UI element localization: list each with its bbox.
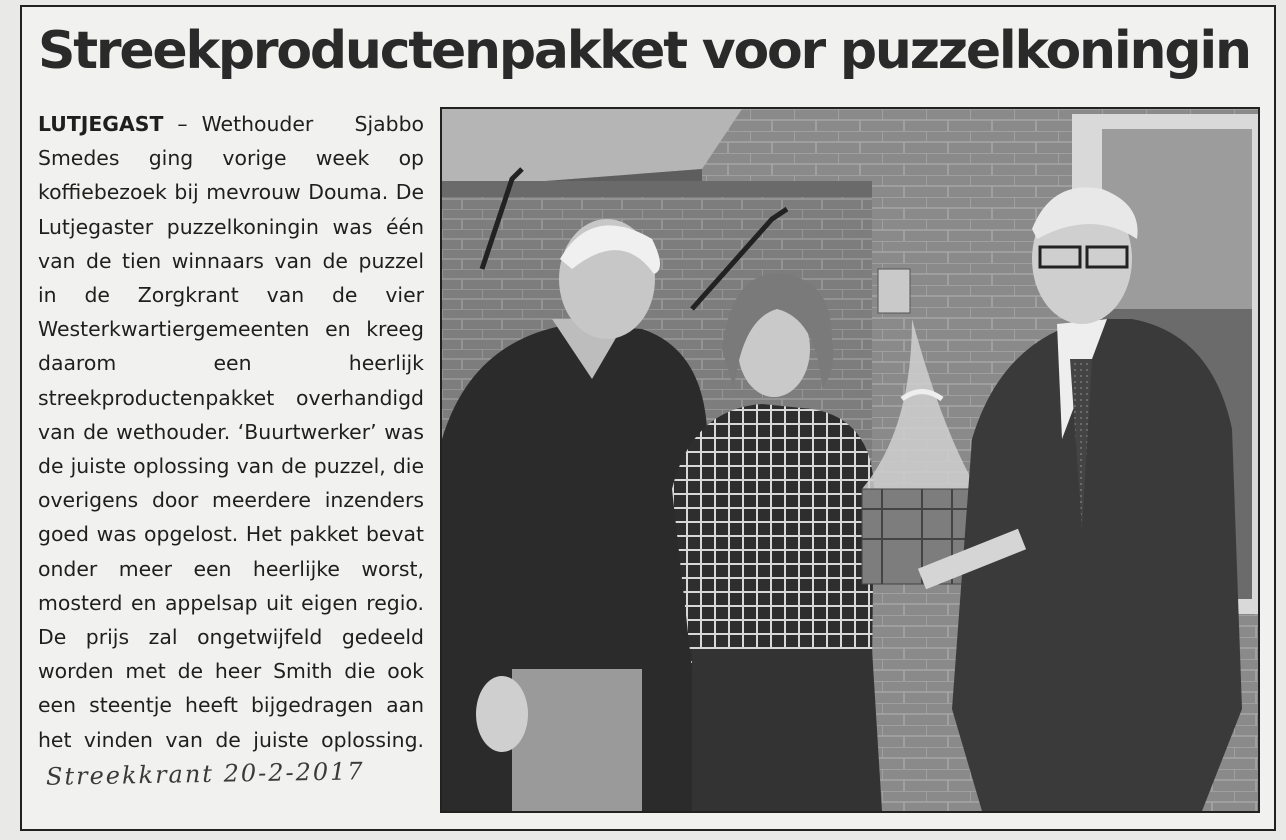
newspaper-clipping (20, 5, 1276, 831)
article-body: Wethouder Sjabbo Smedes ging vorige week op koffiebezoek bij mevrouw Douma. De Lutjegaster puzzelkoningin was één van de tien winnaars van de puzzel in de Zorgkrant van de vier Westerkwartiergemeenten en kreeg daarom een heerlijk streekproductenpakket overhandigd van de wethouder. ‘Buurtwerker’ was de juiste oplossing van de puzzel, die overigens door meerdere inzenders goed was opgelost. Het pakket bevat onder meer een heerlijke worst, mosterd en appelsap uit eigen regio. De prijs zal ongetwijfeld gedeeld worden met de heer Smith die ook een steentje heeft bijgedragen aan het vinden van de juiste oplossing. (38, 112, 424, 752)
handwritten-note: Streekkrant 20-2-2017 (45, 757, 365, 791)
article-text (38, 107, 424, 792)
headline: Streekproductenpakket voor puzzelkoningin (38, 21, 1250, 81)
wall-vent (878, 269, 910, 313)
dateline-dash: – (177, 112, 188, 136)
photo-illustration (442, 109, 1258, 811)
article-photo (440, 107, 1260, 813)
dateline: LUTJEGAST (38, 112, 164, 136)
